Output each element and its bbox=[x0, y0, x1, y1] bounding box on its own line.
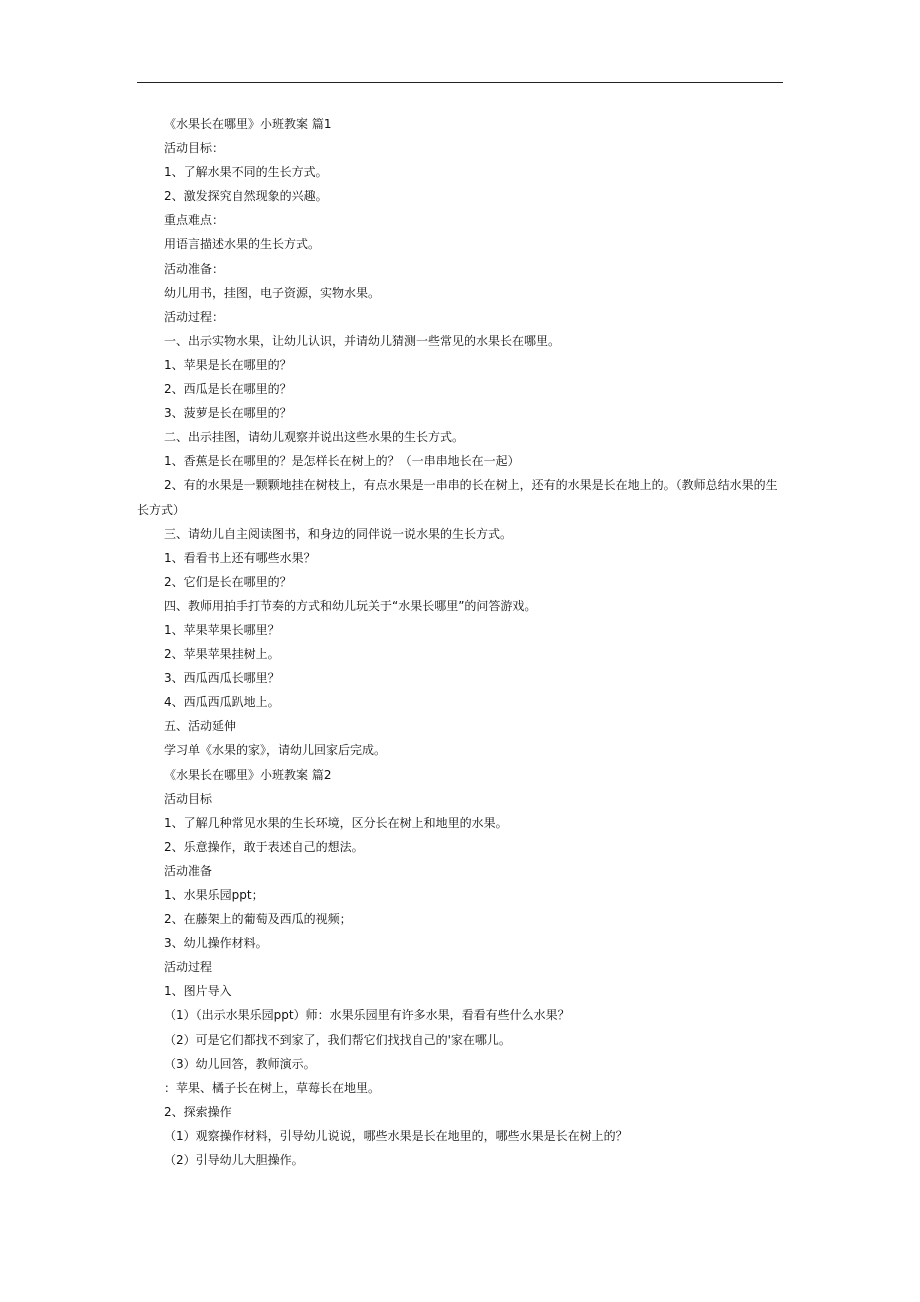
text-line: 三、请幼儿自主阅读图书，和身边的同伴说一说水果的生长方式。 bbox=[164, 526, 513, 541]
text-line: 3、幼儿操作材料。 bbox=[164, 936, 268, 951]
document-body bbox=[137, 112, 783, 1172]
text-line: 2、探索操作 bbox=[164, 1104, 232, 1119]
text-line: 3、菠萝是长在哪里的？ bbox=[164, 406, 292, 421]
text-line: 学习单《水果的家》，请幼儿回家后完成。 bbox=[164, 743, 387, 758]
text-line: 1、苹果是长在哪里的？ bbox=[164, 357, 292, 372]
text-line: 2、它们是长在哪里的？ bbox=[164, 574, 292, 589]
text-line: 用语言描述水果的生长方式。 bbox=[164, 237, 321, 252]
heading: 活动目标 bbox=[164, 791, 213, 806]
text-line: （3）幼儿回答，教师演示。 bbox=[164, 1056, 316, 1071]
text-line: 幼儿用书，挂图，电子资源，实物水果。 bbox=[164, 285, 381, 300]
text-line: 4、西瓜西瓜趴地上。 bbox=[164, 695, 280, 710]
text-line: 2、乐意操作，敢于表述自己的想法。 bbox=[164, 839, 364, 854]
heading: 五、活动延伸 bbox=[164, 719, 237, 734]
heading: 重点难点： bbox=[164, 213, 225, 228]
text-line: （1）观察操作材料，引导幼儿说说，哪些水果是长在地里的，哪些水果是长在树上的？ bbox=[164, 1128, 628, 1143]
text-line: 1、水果乐园ppt； bbox=[164, 888, 264, 902]
section-title: 《水果长在哪里》小班教案 篇1 bbox=[164, 117, 332, 131]
text-line: 1、看看书上还有哪些水果？ bbox=[164, 550, 316, 565]
text-line: 二、出示挂图，请幼儿观察并说出这些水果的生长方式。 bbox=[164, 430, 465, 445]
heading: 活动准备： bbox=[164, 261, 225, 276]
header-rule bbox=[137, 82, 783, 83]
text-line: （1）（出示水果乐园ppt）师：水果乐园里有许多水果，看看有些什么水果？ bbox=[164, 1008, 570, 1023]
text-line: 1、苹果苹果长哪里？ bbox=[164, 622, 280, 637]
text-line: 3、西瓜西瓜长哪里？ bbox=[164, 671, 280, 686]
text-line: 2、激发探究自然现象的兴趣。 bbox=[164, 189, 328, 204]
text-line: （2）可是它们都找不到家了，我们帮它们找找自己的'家在哪儿。 bbox=[164, 1032, 511, 1047]
text-line: 1、了解几种常见水果的生长环境，区分长在树上和地里的水果。 bbox=[164, 815, 508, 830]
text-line: 四、教师用拍手打节奏的方式和幼儿玩关于“水果长哪里”的问答游戏。 bbox=[164, 598, 537, 613]
text-line: 1、香蕉是长在哪里的？是怎样长在树上的？（一串串地长在一起） bbox=[164, 454, 520, 469]
text-line: ：苹果、橘子长在树上，草莓长在地里。 bbox=[164, 1080, 381, 1095]
text-line: 1、了解水果不同的生长方式。 bbox=[164, 165, 328, 180]
text-line: 1、图片导入 bbox=[164, 984, 232, 999]
section-title: 《水果长在哪里》小班教案 篇2 bbox=[164, 767, 332, 782]
text-paragraph: 2、有的水果是一颗颗地挂在树枝上，有点水果是一串串的长在树上，还有的水果是长在地上的。（教师总结水果的生长方式） bbox=[137, 478, 778, 517]
text-line: 一、出示实物水果，让幼儿认识，并请幼儿猜测一些常见的水果长在哪里。 bbox=[164, 333, 561, 348]
heading: 活动过程： bbox=[164, 309, 225, 324]
text-line: 2、苹果苹果挂树上。 bbox=[164, 647, 280, 662]
text-line: （2）引导幼儿大胆操作。 bbox=[164, 1153, 304, 1168]
text-line: 2、在藤架上的葡萄及西瓜的视频； bbox=[164, 912, 352, 927]
heading: 活动过程 bbox=[164, 960, 213, 975]
text-line: 2、西瓜是长在哪里的？ bbox=[164, 382, 292, 397]
heading: 活动准备 bbox=[164, 863, 213, 878]
heading: 活动目标： bbox=[164, 141, 225, 156]
